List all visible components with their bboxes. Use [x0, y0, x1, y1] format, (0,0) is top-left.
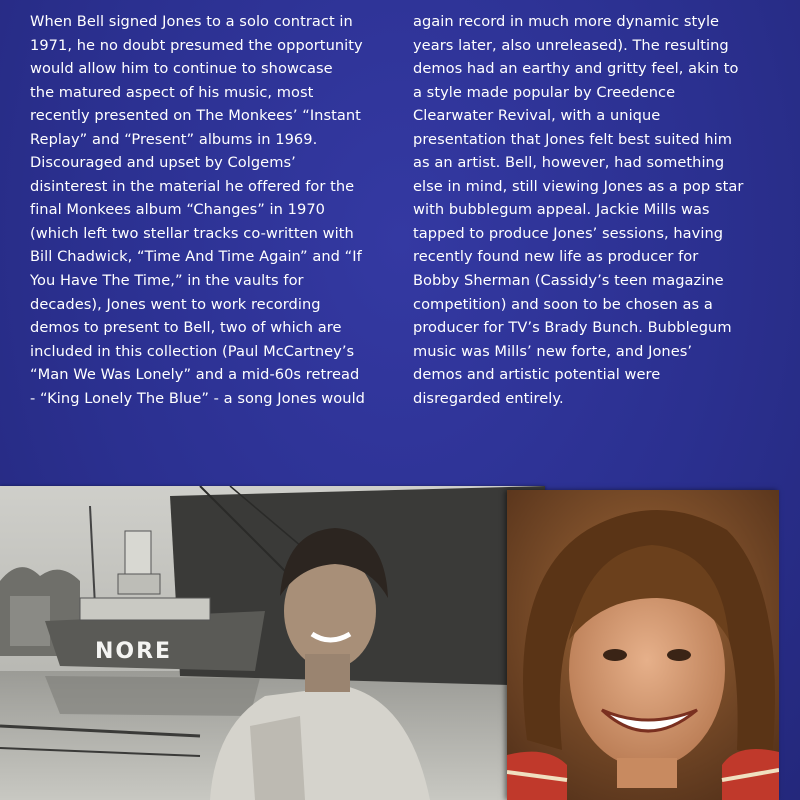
text-line: recently found new life as producer for [413, 248, 699, 266]
text-line: disinterest in the material he offered for the [30, 177, 355, 195]
text-line: recently presented on The Monkees’ “Instant [30, 107, 361, 125]
text-line: final Monkees album “Changes” in 1970 [30, 201, 325, 219]
text-line: You Have The Time,” in the vaults for [30, 272, 304, 290]
text-line: the matured aspect of his music, most [30, 83, 314, 101]
photo-color-portrait [507, 490, 779, 800]
text-line: When Bell signed Jones to a solo contract in [30, 13, 353, 30]
text-line: music was Mills’ new forte, and Jones’ [413, 342, 693, 360]
photo-harbor-illustration [0, 486, 545, 800]
text-line: a style made popular by Creedence [413, 83, 676, 101]
text-line: demos to present to Bell, two of which are [30, 319, 342, 337]
text-line: as an artist. Bell, however, had something [413, 154, 725, 172]
text-line: Bobby Sherman (Cassidy’s teen magazine [413, 272, 724, 290]
text-line: disregarded entirely. [413, 389, 564, 407]
text-line: Discouraged and upset by Colgems’ [30, 154, 296, 172]
ship-name-label: NORE [95, 639, 173, 664]
photo-harbor-portrait [0, 486, 545, 800]
text-line: “Man We Was Lonely” and a mid-60s retread [30, 366, 360, 384]
text-line: else in mind, still viewing Jones as a pop star [413, 177, 744, 195]
photo-portrait-illustration [507, 490, 779, 800]
text-line: decades), Jones went to work recording [30, 295, 321, 313]
text-line: Bill Chadwick, “Time And Time Again” and “If [30, 248, 362, 266]
text-line: tapped to produce Jones’ sessions, having [413, 224, 724, 242]
text-line: presentation that Jones felt best suited him [413, 130, 732, 148]
text-column-left [30, 10, 402, 410]
text-line: years later, also unreleased). The resulting [413, 36, 729, 54]
text-line: producer for TV’s Brady Bunch. Bubblegum [413, 319, 732, 337]
text-line: included in this collection (Paul McCartney’s [30, 342, 355, 360]
text-column-right [413, 10, 785, 410]
text-line: demos had an earthy and gritty feel, akin to [413, 60, 739, 78]
text-line: would allow him to continue to showcase [30, 60, 333, 78]
text-line: Replay” and “Present” albums in 1969. [30, 130, 318, 148]
text-line: 1971, he no doubt presumed the opportunity [30, 36, 363, 54]
text-line: competition) and soon to be chosen as a [413, 295, 713, 313]
text-line: demos and artistic potential were [413, 366, 661, 384]
text-line: (which left two stellar tracks co-written with [30, 224, 354, 242]
text-line: with bubblegum appeal. Jackie Mills was [413, 201, 710, 219]
text-line: Clearwater Revival, with a unique [413, 107, 661, 125]
text-line: - “King Lonely The Blue” - a song Jones would [30, 389, 365, 407]
text-line: again record in much more dynamic style [413, 13, 720, 30]
